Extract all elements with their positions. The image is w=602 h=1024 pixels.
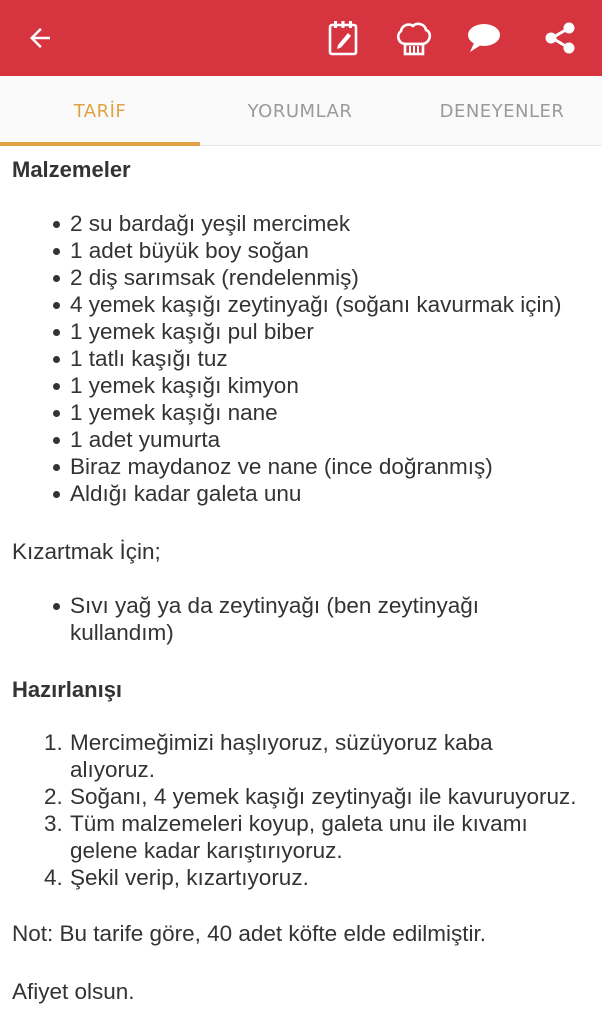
step-text: Soğanı, 4 yemek kaşığı zeytinyağı ile kavuruyoruz. <box>70 784 577 809</box>
ingredients-list <box>70 210 590 507</box>
chef-hat-icon <box>395 20 433 56</box>
app-bar <box>0 0 602 76</box>
ingredients-heading: Malzemeler <box>12 157 131 182</box>
step-number: 1. <box>44 730 63 755</box>
list-item: Biraz maydanoz ve nane (ince doğranmış) <box>70 453 590 480</box>
step-number: 4. <box>44 865 63 890</box>
step-text: Tüm malzemeleri koyup, galeta unu ile kıvamı gelene kadar karıştırıyoruz. <box>70 811 528 863</box>
list-item: 1 tatlı kaşığı tuz <box>70 345 590 372</box>
list-item: 1 yemek kaşığı kimyon <box>70 372 590 399</box>
notepad-icon <box>327 20 359 56</box>
step-number: 2. <box>44 784 63 809</box>
note-text: Not: Bu tarife göre, 40 adet köfte elde edilmiştir. <box>12 921 487 946</box>
arrow-left-icon <box>25 23 55 53</box>
share-button[interactable] <box>530 0 590 76</box>
list-item: 1 yemek kaşığı pul biber <box>70 318 590 345</box>
list-item: 1 adet yumurta <box>70 426 590 453</box>
list-item: 2 su bardağı yeşil mercimek <box>70 210 590 237</box>
frying-list <box>70 592 510 646</box>
comment-icon <box>466 22 502 54</box>
list-item: 1 yemek kaşığı nane <box>70 399 590 426</box>
frying-label: Kızartmak İçin; <box>12 539 161 564</box>
tab-tarif[interactable]: TARİF <box>73 100 127 122</box>
list-item <box>44 729 520 783</box>
list-item: 2 diş sarımsak (rendelenmiş) <box>70 264 590 291</box>
chef-button[interactable] <box>384 0 444 76</box>
list-item <box>44 783 590 810</box>
step-text: Mercimeğimizi haşlıyoruz, süzüyoruz kaba alıyoruz. <box>70 730 493 782</box>
list-item: 1 adet büyük boy soğan <box>70 237 590 264</box>
list-item <box>44 864 590 891</box>
step-number: 3. <box>44 811 63 836</box>
list-item <box>44 810 550 864</box>
list-item: 4 yemek kaşığı zeytinyağı (soğanı kavurmak için) <box>70 291 590 318</box>
recipe-content <box>0 146 602 1024</box>
closing-text: Afiyet olsun. <box>12 979 135 1004</box>
list-item: Sıvı yağ ya da zeytinyağı (ben zeytinyağı kullandım) <box>70 592 510 646</box>
tab-bar <box>0 76 602 146</box>
back-button[interactable] <box>10 0 70 76</box>
steps-heading: Hazırlanışı <box>12 677 123 702</box>
list-item: Aldığı kadar galeta unu <box>70 480 590 507</box>
step-text: Şekil verip, kızartıyoruz. <box>70 865 309 890</box>
steps-list <box>44 729 590 891</box>
notes-button[interactable] <box>313 0 373 76</box>
tab-yorumlar[interactable]: YORUMLAR <box>247 100 353 122</box>
share-icon <box>543 21 577 55</box>
comment-button[interactable] <box>454 0 514 76</box>
tab-deneyenler[interactable]: DENEYENLER <box>439 100 565 122</box>
